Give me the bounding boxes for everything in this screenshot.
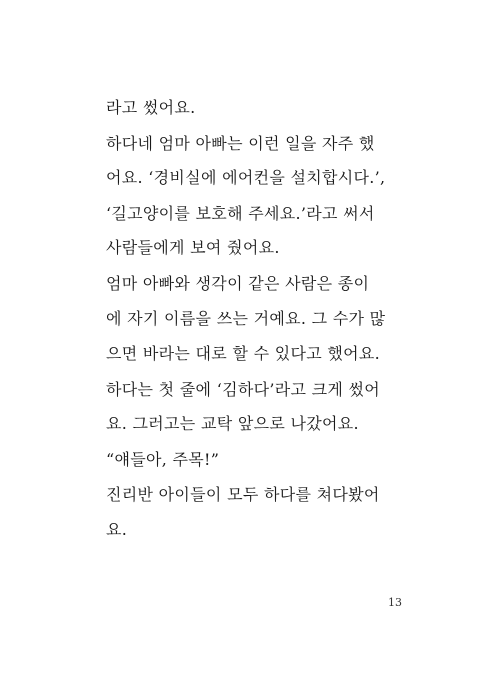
text-line: 엄마 아빠와 생각이 같은 사람은 종이 [106, 274, 370, 293]
text-line: 하다는 첫 줄에 ‘김하다’라고 크게 썼어 [106, 380, 381, 399]
text-line: ‘길고양이를 보호해 주세요.’라고 써서 [106, 204, 375, 223]
text-line: 하다네 엄마 아빠는 이런 일을 자주 했 [106, 134, 375, 153]
text-line: 사람들에게 보여 줬어요. [106, 238, 280, 257]
text-line: 에 자기 이름을 쓰는 거예요. 그 수가 많 [106, 309, 386, 328]
text-line: 진리반 아이들이 모두 하다를 쳐다봤어 [106, 485, 380, 504]
page-number: 13 [388, 596, 402, 609]
text-line: 요. [106, 520, 128, 539]
text-line: 어요. ‘경비실에 에어컨을 설치합시다.’, [106, 168, 386, 187]
text-line: 으면 바라는 대로 할 수 있다고 했어요. [106, 344, 381, 363]
text-line: 요. 그러고는 교탁 앞으로 나갔어요. [106, 414, 359, 433]
text-line: 라고 썼어요. [106, 98, 196, 117]
text-line: “얘들아, 주목!” [106, 450, 220, 469]
